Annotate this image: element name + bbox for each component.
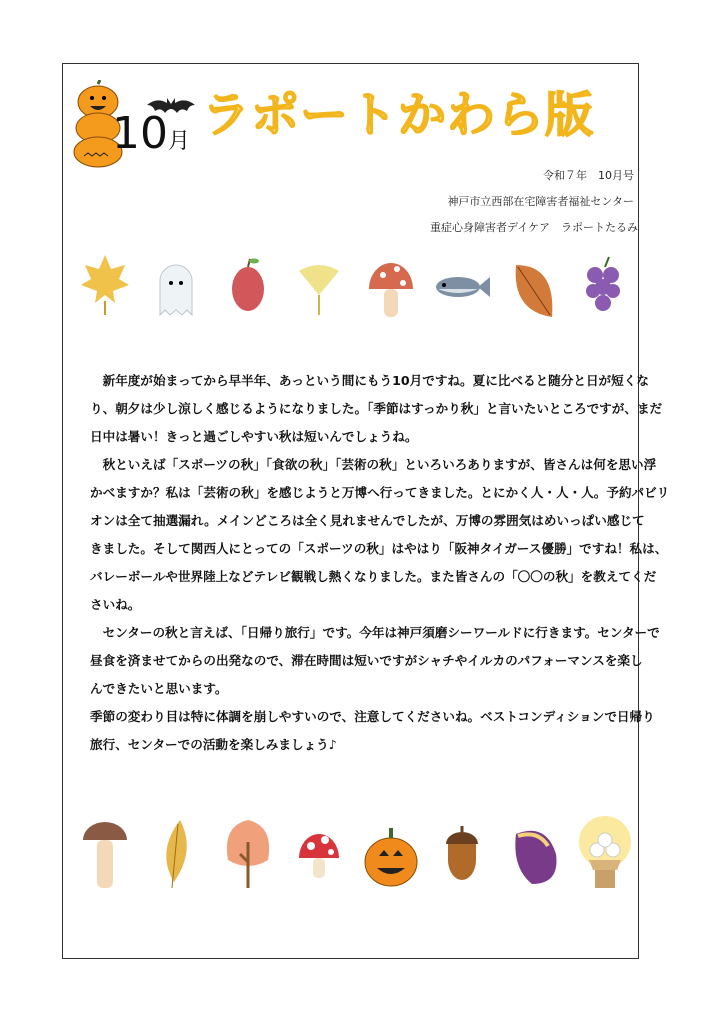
- article-body: [90, 367, 670, 759]
- body-line: バレーボールや世界陸上などテレビ観戦し熱くなりました。また皆さんの「〇〇の秋」を教えてくだ: [90, 569, 657, 584]
- jack-o-lantern-icon: [361, 812, 421, 892]
- organization-name: 神戸市立西部在宅障害者福祉センター: [447, 195, 634, 208]
- mushroom-red-icon: [289, 812, 349, 892]
- issue-date: 令和７年 10月号: [543, 169, 634, 182]
- tsukimi-dango-icon: [575, 812, 635, 892]
- body-line: オンは全て抽選漏れ。メインどころは全く見れませんでしたが、万博の雰囲気はめいっぱい感じて: [90, 513, 645, 528]
- body-line: 日中は暑い！きっと過ごしやすい秋は短いんでしょうね。: [90, 429, 418, 444]
- body-line: 季節の変わり目は特に体調を崩しやすいので、注意してくださいね。ベストコンディションで日帰り: [90, 709, 655, 724]
- sweet-potato-icon: [504, 812, 564, 892]
- body-line: り、朝夕は少し涼しく感じるようになりました。「季節はすっかり秋」と言いたいところですが、まだ: [90, 401, 663, 416]
- leaf-icon: [146, 812, 206, 892]
- body-line: 旅行、センターでの活動を楽しみましょう♪: [90, 737, 337, 752]
- mushroom-icon: [75, 812, 135, 892]
- ginkgo-leaf-icon: [289, 245, 349, 325]
- body-line: かべますか？私は「芸術の秋」を感じようと万博へ行ってきました。とにかく人・人・人。予約パビリ: [90, 485, 670, 500]
- month-number: 10月: [112, 108, 191, 159]
- body-line: んできたいと思います。: [90, 681, 228, 696]
- apple-icon: [218, 245, 278, 325]
- fish-icon: [432, 245, 492, 325]
- mushroom-icon: [361, 245, 421, 325]
- leaf-icon: [504, 245, 564, 325]
- body-line: 秋といえば「スポーツの秋」「食欲の秋」「芸術の秋」といろいろありますが、皆さんは何を思い浮: [90, 457, 657, 472]
- ghost-icon: [146, 245, 206, 325]
- body-line: 新年度が始まってから早半年、あっという間にもう10月ですね。夏に比べると随分と日が短くな: [90, 373, 649, 388]
- body-line: さいね。: [90, 597, 141, 612]
- newsletter-title: ラポートかわら版: [202, 87, 595, 143]
- maple-leaf-icon: [75, 245, 135, 325]
- body-line: センターの秋と言えば、「日帰り旅行」です。今年は神戸須磨シーワールドに行きます。センターで: [90, 625, 660, 640]
- top-illustration-row: [75, 245, 635, 325]
- grapes-icon: [575, 245, 635, 325]
- body-line: 昼食を済ませてからの出発なので、滞在時間は短いですがシャチやイルカのパフォーマンスを楽し: [90, 653, 643, 668]
- tree-icon: [218, 812, 278, 892]
- acorn-icon: [432, 812, 492, 892]
- body-line: きました。そして関西人にとっての「スポーツの秋」はやはり「阪神タイガース優勝」ですね！私は、: [90, 541, 668, 556]
- program-name: 重症心身障害者デイケア ラポートたるみ: [429, 221, 638, 234]
- bottom-illustration-row: [75, 812, 635, 892]
